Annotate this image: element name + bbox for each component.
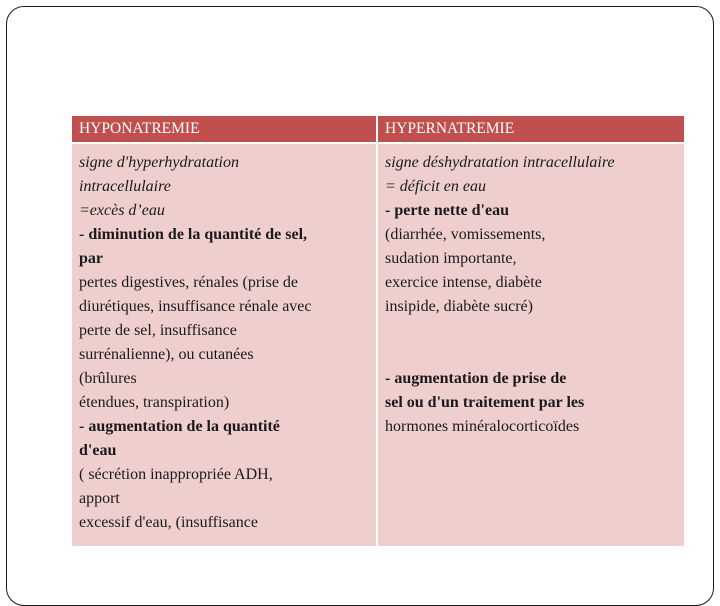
text-line: (diarrhée, vomissements,	[385, 226, 546, 243]
table-body-row	[72, 144, 684, 546]
header-hypernatremie: HYPERNATREMIE	[378, 116, 684, 142]
text-line: pertes digestives, rénales (prise de	[79, 274, 299, 291]
text-line: - perte nette d'eau	[385, 202, 509, 219]
text-line: ( sécrétion inappropriée ADH,	[79, 466, 273, 483]
text-line: = déficit en eau	[385, 178, 486, 195]
text-line: par	[79, 250, 103, 267]
text-line: exercice intense, diabète	[385, 274, 542, 291]
text-line: sudation importante,	[385, 250, 517, 267]
text-line: surrénalienne), ou cutanées	[79, 346, 254, 363]
text-line: intracellulaire	[79, 178, 171, 195]
text-line: perte de sel, insuffisance	[79, 322, 237, 339]
text-line: - augmentation de la quantité	[79, 418, 280, 435]
text-line: diurétiques, insuffisance rénale avec	[79, 298, 312, 315]
text-line: sel ou d'un traitement par les	[385, 394, 585, 411]
text-line: apport	[79, 490, 120, 507]
cell-hypernatremie	[378, 144, 684, 546]
text-line: hormones minéralocorticoïdes	[385, 418, 580, 435]
text-line: excessif d'eau, (insuffisance	[79, 514, 258, 531]
text-line: =excès d’eau	[79, 202, 165, 219]
text-line: signe déshydratation intracellulaire	[385, 154, 615, 171]
header-hyponatremie: HYPONATREMIE	[72, 116, 376, 142]
spacer	[385, 319, 680, 367]
text-line: d'eau	[79, 442, 117, 459]
text-line: - augmentation de prise de	[385, 370, 567, 387]
cell-hyponatremie	[72, 144, 376, 546]
text-line: signe d'hyperhydratation	[79, 154, 239, 171]
text-line: insipide, diabète sucré)	[385, 298, 533, 315]
text-line: étendues, transpiration)	[79, 394, 230, 411]
text-line: (brûlures	[79, 370, 137, 387]
text-line: - diminution de la quantité de sel,	[79, 226, 308, 243]
comparison-table	[72, 116, 684, 546]
table-header-row	[72, 116, 684, 142]
